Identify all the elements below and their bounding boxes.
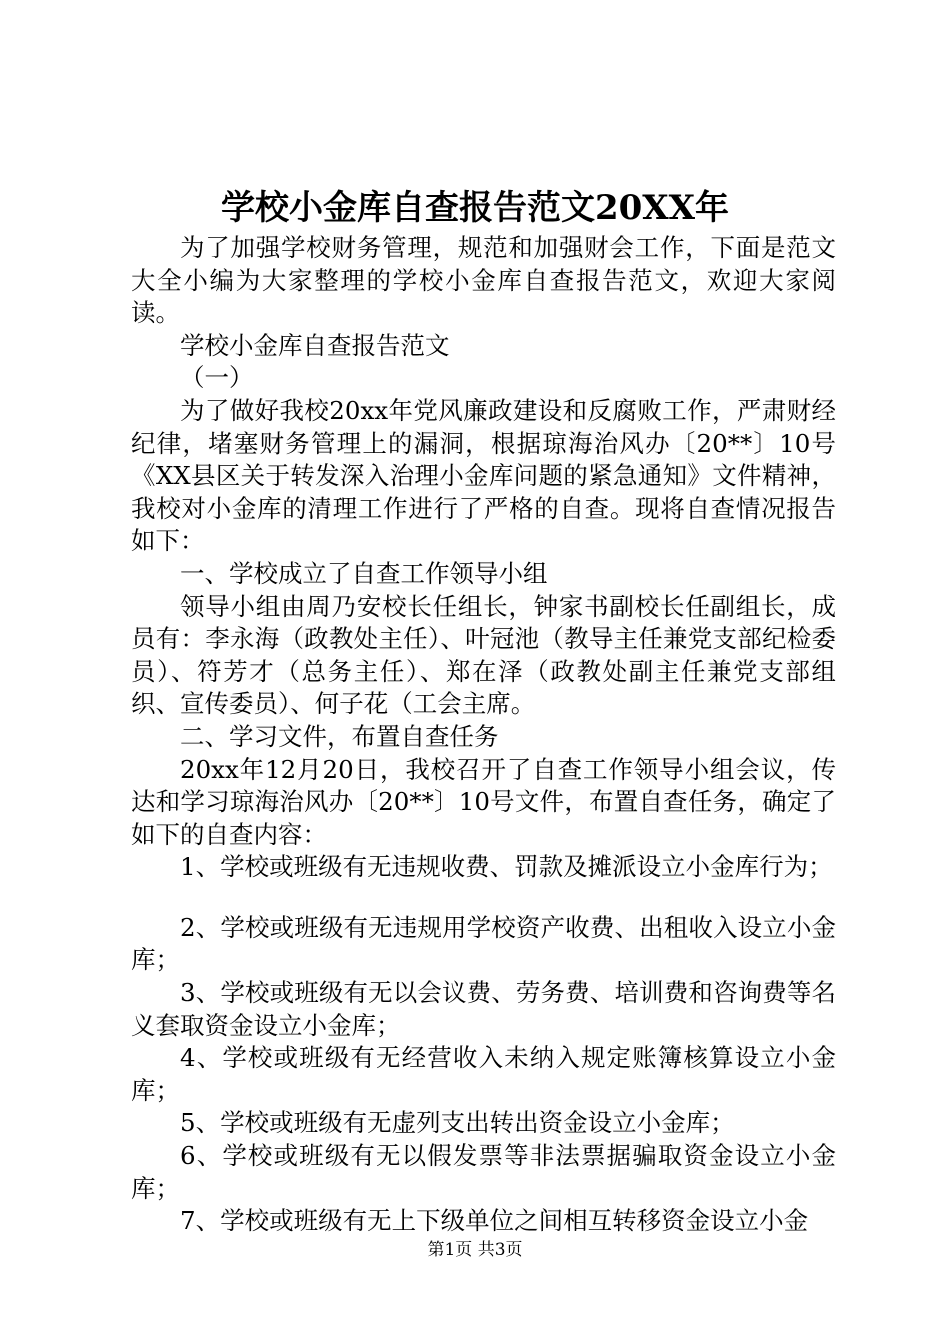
blank-line	[131, 884, 836, 912]
background-paragraph: 为了做好我校20xx年党风廉政建设和反腐败工作，严肃财经纪律，堵塞财务管理上的漏洞，根据琼海治风办〔20**〕10号《XX县区关于转发深入治理小金库问题的紧急通知》文件精神，我校对小金库的清理工作进行了严格的自查。现将自查情况报告如下：	[131, 395, 836, 556]
check-item-5: 5、学校或班级有无虚列支出转出资金设立小金库；	[180, 1108, 735, 1138]
check-item-7: 7、学校或班级有无上下级单位之间相互转移资金设立小金	[180, 1206, 809, 1236]
document-body	[131, 232, 836, 1238]
check-item-4: 4、学校或班级有无经营收入未纳入规定账簿核算设立小金库；	[131, 1043, 836, 1105]
leadership-paragraph: 领导小组由周乃安校长任组长，钟家书副校长任副组长，成员有：李永海（政教处主任）、叶冠池（教导主任兼党支部纪检委员）、符芳才（总务主任）、郑在泽（政教处副主任兼党支部组织、宣传委员）、何子花（工会主席。	[131, 591, 836, 719]
heading-one: 一、学校成立了自查工作领导小组	[180, 558, 548, 588]
page-footer: 第1页 共3页	[427, 1240, 523, 1260]
check-item-2: 2、学校或班级有无违规用学校资产收费、出租收入设立小金库；	[131, 912, 836, 975]
check-item-1: 1、学校或班级有无违规收费、罚款及摊派设立小金库行为；	[180, 852, 833, 882]
check-item-3: 3、学校或班级有无以会议费、劳务费、培训费和咨询费等名义套取资金设立小金库；	[131, 978, 836, 1040]
check-item-6: 6、学校或班级有无以假发票等非法票据骗取资金设立小金库；	[131, 1141, 836, 1203]
document-title: 学校小金库自查报告范文20XX年	[220, 188, 730, 228]
intro-paragraph: 为了加强学校财务管理，规范和加强财会工作，下面是范文大全小编为大家整理的学校小金库自查报告范文，欢迎大家阅读。	[131, 233, 836, 328]
heading-two: 二、学习文件，布置自查任务	[180, 721, 499, 751]
meeting-paragraph: 20xx年12月20日，我校召开了自查工作领导小组会议，传达和学习琼海治风办〔20**〕10号文件，布置自查任务，确定了如下的自查内容：	[131, 754, 836, 849]
part-number: （一）	[180, 363, 254, 393]
section-heading: 学校小金库自查报告范文	[180, 330, 450, 360]
